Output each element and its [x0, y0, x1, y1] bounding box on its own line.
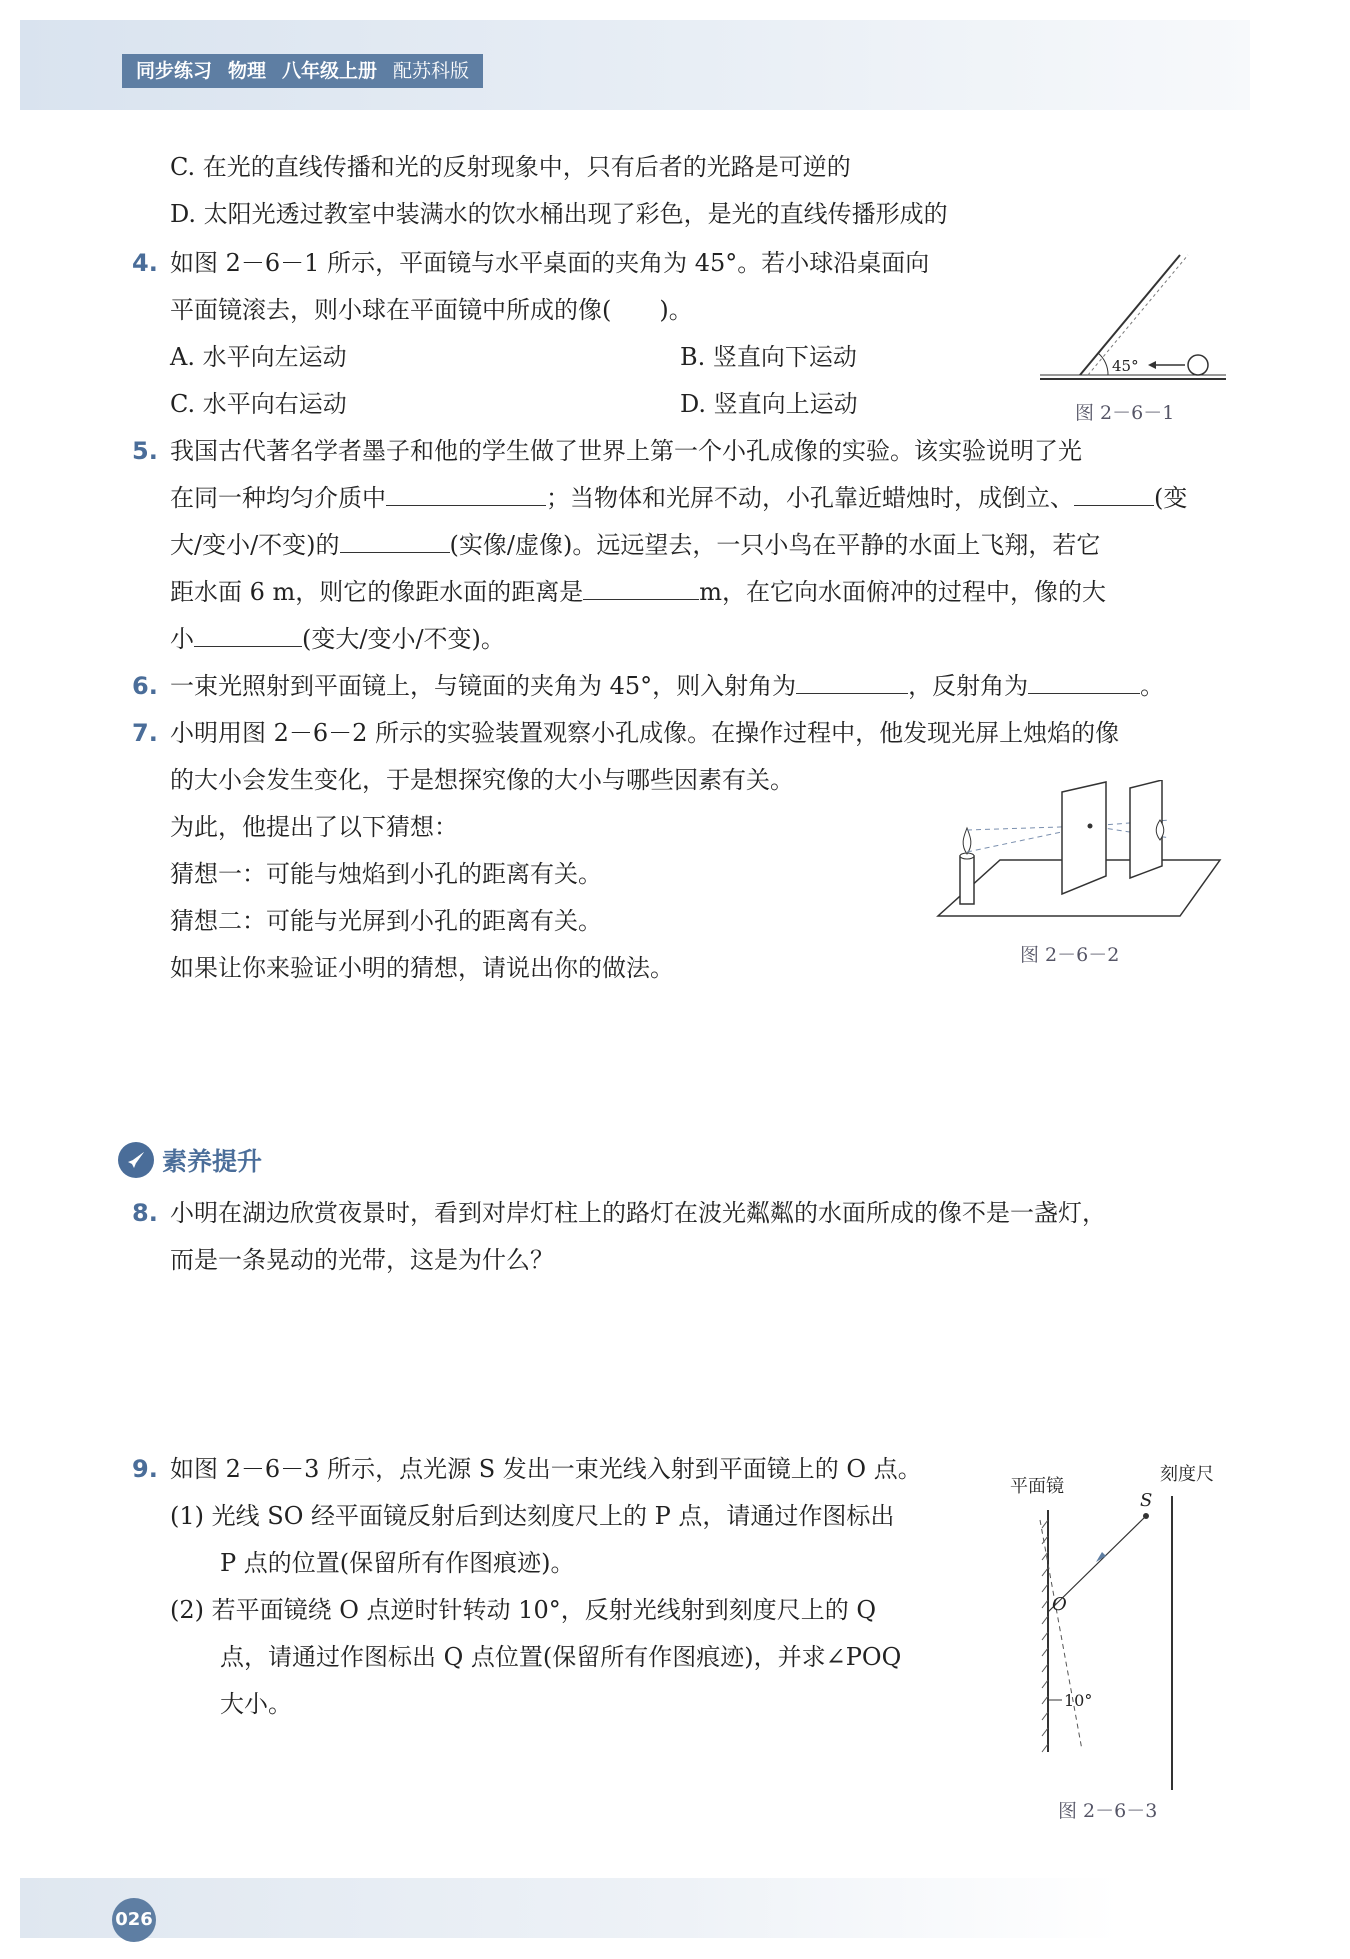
q4-option-b: B. 竖直向下运动	[680, 343, 857, 371]
q8-line1: 小明在湖边欣赏夜景时，看到对岸灯柱上的路灯在波光粼粼的水面所成的像不是一盏灯，	[170, 1199, 1106, 1227]
q6-text: 。	[1140, 672, 1165, 700]
q5-text: m，在它向水面俯冲的过程中，像的大	[699, 578, 1107, 606]
q5-line1: 我国古代著名学者墨子和他的学生做了世界上第一个小孔成像的实验。该实验说明了光	[170, 437, 1082, 465]
q4-option-d: D. 竖直向上运动	[680, 390, 858, 418]
header-book: 同步练习	[136, 60, 213, 82]
figure-2-6-3-caption: 图 2－6－3	[1058, 1800, 1158, 1822]
q5-text: 在同一种均匀介质中	[170, 484, 386, 512]
q9-part1-line2: P 点的位置(保留所有作图痕迹)。	[220, 1549, 575, 1577]
q5-text: 小	[170, 625, 194, 653]
q5-blank-4[interactable]	[583, 575, 699, 600]
footer-band	[20, 1878, 1120, 1938]
candle	[960, 856, 974, 904]
section-heading	[118, 1142, 262, 1178]
q3-option-c: C. 在光的直线传播和光的反射现象中，只有后者的光路是可逆的	[170, 153, 851, 181]
arrow-head	[1148, 361, 1156, 369]
q7-line4: 猜想一：可能与烛焰到小孔的距离有关。	[170, 860, 602, 888]
q4-line1: 如图 2－6－1 所示，平面镜与水平桌面的夹角为 45°。若小球沿桌面向	[170, 249, 930, 277]
angle-arc	[1098, 353, 1108, 375]
figure-2-6-1-caption: 图 2－6－1	[1075, 402, 1175, 424]
q7-line2: 的大小会发生变化，于是想探究像的大小与哪些因素有关。	[170, 766, 794, 794]
q6-blank-2[interactable]	[1028, 669, 1140, 694]
q6-blank-1[interactable]	[796, 669, 908, 694]
q5-text: (变	[1154, 484, 1188, 512]
mirror-label: 平面镜	[1010, 1476, 1064, 1497]
q5-text: 大/变小/不变)的	[170, 531, 340, 559]
q4-option-c: C. 水平向右运动	[170, 390, 347, 418]
q5-line4	[170, 575, 1106, 609]
q7-line1: 小明用图 2－6－2 所示的实验装置观察小孔成像。在操作过程中，他发现光屏上烛焰的像	[170, 719, 1120, 747]
section-title: 素养提升	[162, 1147, 263, 1176]
q5-text: (实像/虚像)。远远望去，一只小鸟在平静的水面上飞翔，若它	[449, 531, 1101, 559]
angle-10-label: 10°	[1064, 1691, 1093, 1710]
header-edition: 配苏科版	[393, 60, 470, 82]
figure-2-6-3	[1010, 1460, 1230, 1810]
q8-line2: 而是一条晃动的光带，这是为什么？	[170, 1246, 554, 1274]
q6-line	[170, 669, 1164, 703]
q5-blank-3[interactable]	[340, 528, 450, 553]
page-number: 026	[112, 1898, 156, 1942]
q7-number: 7.	[132, 719, 158, 747]
angle-label: 45°	[1112, 357, 1139, 375]
q9-part2-line3: 大小。	[220, 1690, 292, 1718]
header-label	[122, 54, 483, 88]
ruler-label: 刻度尺	[1160, 1464, 1214, 1485]
point-o-label: O	[1052, 1594, 1067, 1615]
q5-text: 距水面 6 m，则它的像距水面的距离是	[170, 578, 584, 606]
q4-line2: 平面镜滚去，则小球在平面镜中所成的像( )。	[170, 296, 693, 324]
q8-number: 8.	[132, 1199, 158, 1227]
q7-line3: 为此，他提出了以下猜想：	[170, 813, 458, 841]
q6-number: 6.	[132, 672, 158, 700]
point-s-label: S	[1140, 1490, 1153, 1511]
figure-2-6-1	[1030, 245, 1230, 385]
q4-option-a: A. 水平向左运动	[170, 343, 347, 371]
light-source-point	[1143, 1513, 1149, 1519]
q9-line1: 如图 2－6－3 所示，点光源 S 发出一束光线入射到平面镜上的 O 点。	[170, 1455, 922, 1483]
q5-line3	[170, 528, 1100, 562]
q5-line5	[170, 622, 505, 656]
header-grade: 八年级上册	[282, 60, 378, 82]
pinhole-board	[1062, 782, 1106, 894]
q5-text: (变大/变小/不变)。	[302, 625, 505, 653]
q5-number: 5.	[132, 437, 158, 465]
q7-line5: 猜想二：可能与光屏到小孔的距离有关。	[170, 907, 602, 935]
q6-text: 一束光照射到平面镜上，与镜面的夹角为 45°，则入射角为	[170, 672, 797, 700]
q9-part2-line2: 点，请通过作图标出 Q 点位置(保留所有作图痕迹)，并求∠POQ	[220, 1643, 902, 1671]
pinhole	[1088, 824, 1093, 829]
header-subject: 物理	[228, 60, 267, 82]
figure-2-6-2	[930, 780, 1230, 930]
q5-text: ；当物体和光屏不动，小孔靠近蜡烛时，成倒立、	[546, 484, 1074, 512]
q9-part1-line1: (1) 光线 SO 经平面镜反射后到达刻度尺上的 P 点，请通过作图标出	[170, 1502, 895, 1530]
q5-blank-5[interactable]	[194, 622, 302, 647]
q9-number: 9.	[132, 1455, 158, 1483]
q6-text: ，反射角为	[908, 672, 1029, 700]
candle-flame	[963, 828, 971, 854]
q9-part2-line1: (2) 若平面镜绕 O 点逆时针转动 10°，反射光线射到刻度尺上的 Q	[170, 1596, 877, 1624]
q4-number: 4.	[132, 249, 158, 277]
q7-line6: 如果让你来验证小明的猜想，请说出你的做法。	[170, 954, 674, 982]
q5-line2	[170, 481, 1187, 515]
q5-blank-1[interactable]	[386, 481, 546, 506]
rocket-icon	[118, 1142, 154, 1178]
figure-2-6-2-caption: 图 2－6－2	[1020, 944, 1120, 966]
ball	[1188, 355, 1208, 375]
q3-option-d: D. 太阳光透过教室中装满水的饮水桶出现了彩色，是光的直线传播形成的	[170, 200, 948, 228]
q5-blank-2[interactable]	[1074, 481, 1154, 506]
